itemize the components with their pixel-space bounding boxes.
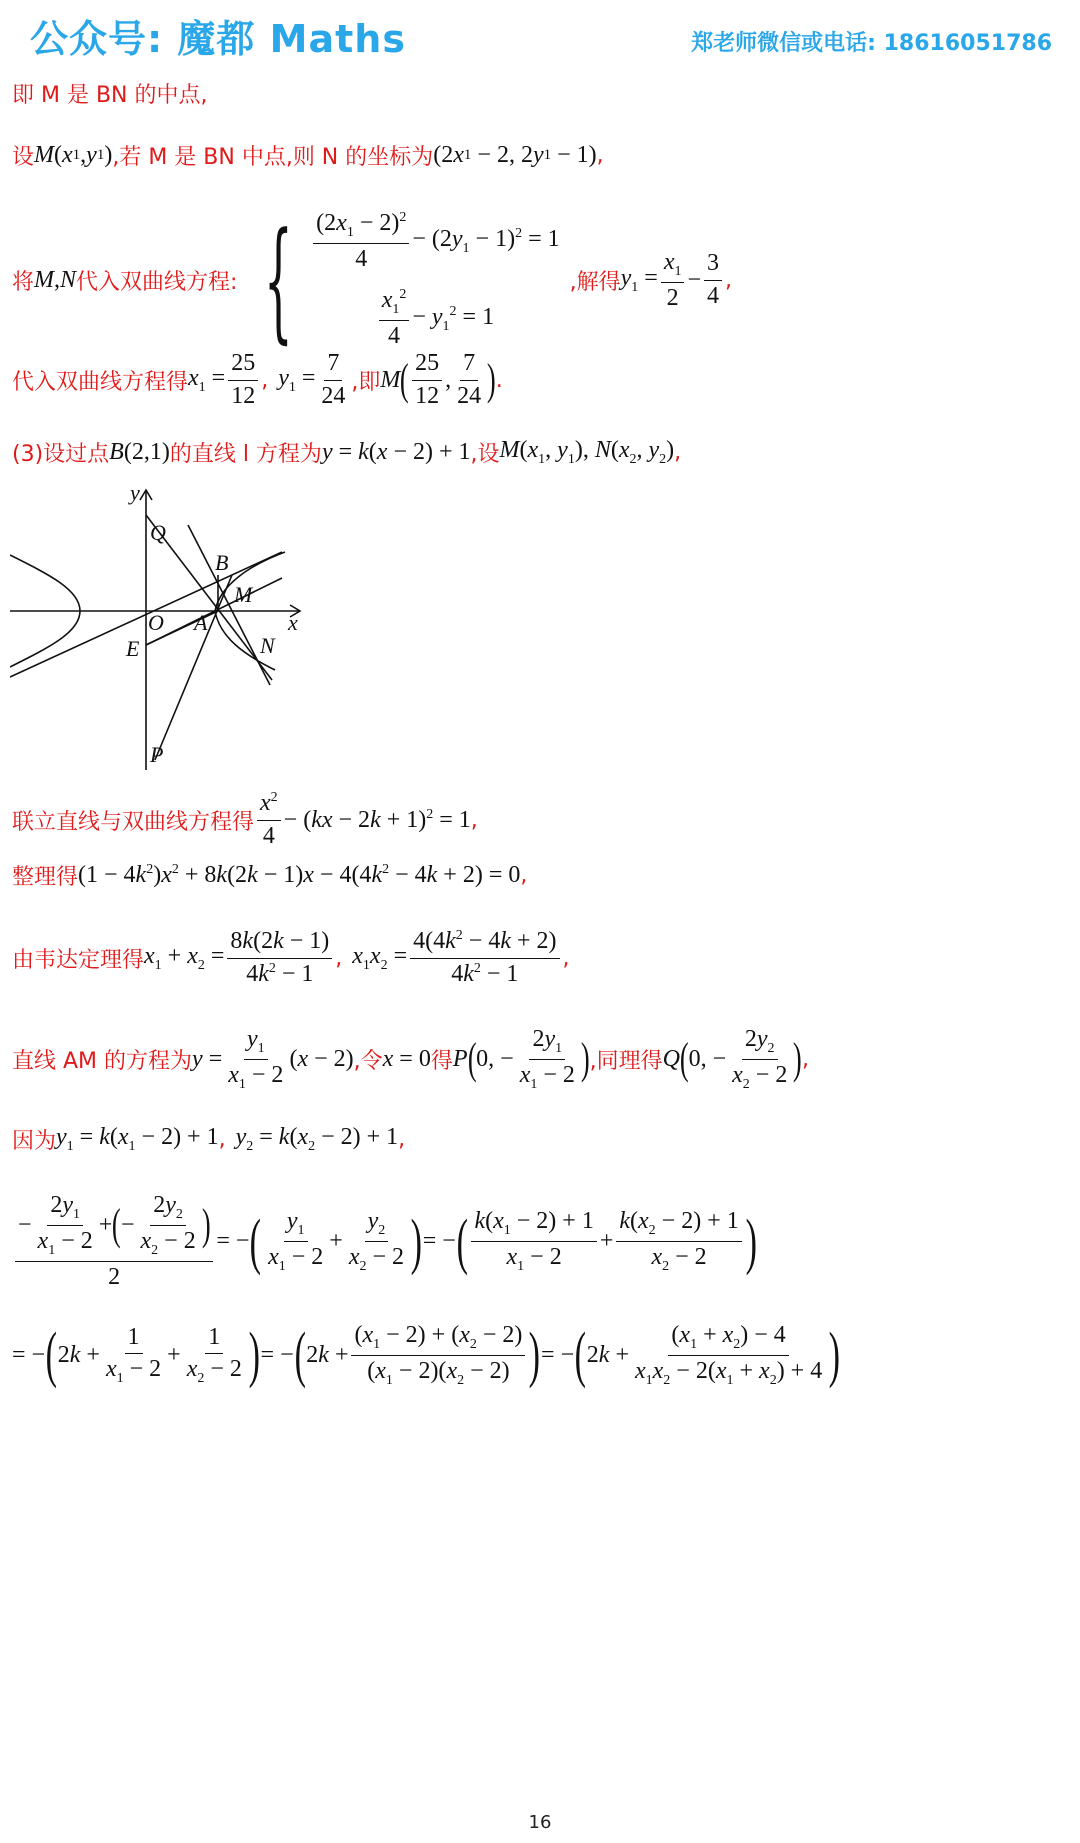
line-PB bbox=[155, 575, 232, 760]
text: , bbox=[470, 807, 478, 833]
fraction bbox=[227, 928, 332, 988]
numerator: 8k(2k − 1) bbox=[227, 928, 332, 959]
math: M bbox=[380, 366, 401, 393]
line-10 bbox=[12, 1124, 405, 1155]
line-7 bbox=[12, 860, 527, 891]
math: − $(2y_1 - 1)^2 = 1$ bbox=[412, 226, 560, 257]
math: = − bbox=[216, 1228, 250, 1255]
math: ) bbox=[793, 1034, 803, 1084]
line-12 bbox=[12, 1322, 841, 1389]
math: ) bbox=[248, 1321, 260, 1390]
brace: { bbox=[264, 204, 294, 357]
math: P bbox=[452, 1045, 468, 1072]
text: 得 bbox=[430, 1048, 453, 1074]
equation bbox=[310, 210, 559, 273]
fraction bbox=[517, 1026, 578, 1093]
math: ( bbox=[400, 355, 410, 405]
line-2 bbox=[12, 140, 604, 171]
text: 将 bbox=[12, 269, 35, 295]
math: x = 0 bbox=[382, 1045, 431, 1072]
label-y: y bbox=[130, 480, 140, 505]
math: 1 bbox=[96, 147, 105, 163]
text: 即 M 是 BN 的中点, bbox=[12, 83, 208, 108]
fraction bbox=[471, 1208, 596, 1275]
numerator: 7 bbox=[324, 350, 342, 381]
math: ) bbox=[745, 1207, 757, 1276]
text: 直线 AM 的方程为 bbox=[12, 1048, 193, 1074]
denominator: 2 bbox=[108, 1263, 121, 1290]
numerator: 1 bbox=[125, 1324, 143, 1355]
math: = − bbox=[260, 1341, 294, 1368]
math: ) bbox=[580, 1034, 590, 1084]
math: ( bbox=[456, 1207, 468, 1276]
math: − bbox=[18, 1211, 32, 1238]
system-body bbox=[310, 210, 559, 351]
text: , bbox=[261, 367, 269, 393]
denominator: $x_2 - 2$ bbox=[140, 1227, 196, 1258]
fraction bbox=[138, 1192, 199, 1259]
math: + bbox=[599, 1228, 614, 1255]
text: ,同理得 bbox=[589, 1048, 663, 1074]
text: , bbox=[725, 267, 733, 293]
math: ( bbox=[250, 1207, 262, 1276]
math: y = bbox=[192, 1045, 223, 1072]
line-8 bbox=[12, 928, 570, 988]
text: , bbox=[520, 863, 528, 888]
denominator: 4 bbox=[355, 245, 368, 272]
denominator: $x_1 - 2$ bbox=[228, 1061, 284, 1092]
math: + bbox=[329, 1228, 343, 1255]
denominator: 4 bbox=[707, 282, 720, 309]
math: ( bbox=[54, 142, 63, 168]
numerator bbox=[15, 1192, 213, 1262]
math: = − bbox=[12, 1341, 46, 1368]
numerator: 25 bbox=[412, 350, 442, 381]
math: $y_1$ = bbox=[278, 364, 316, 395]
math: 1 bbox=[72, 147, 81, 163]
math: ) bbox=[201, 1200, 211, 1250]
line-1 bbox=[12, 78, 208, 109]
text: , bbox=[335, 945, 343, 971]
equation-system bbox=[247, 204, 560, 357]
numerator: $x_1^2$ bbox=[379, 287, 410, 321]
line-3 bbox=[12, 204, 733, 357]
denominator: $x_2 - 2$ bbox=[348, 1244, 405, 1274]
denominator: 24 bbox=[457, 382, 482, 409]
fraction bbox=[184, 1324, 245, 1387]
fraction bbox=[729, 1026, 790, 1093]
label-E: E bbox=[126, 636, 140, 661]
fraction bbox=[228, 350, 258, 410]
denominator: 12 bbox=[231, 382, 256, 409]
math: ( bbox=[45, 1321, 58, 1390]
denominator: 24 bbox=[321, 382, 346, 409]
math: + bbox=[98, 1211, 113, 1238]
denominator: $4k^2 - 1$ bbox=[246, 960, 314, 987]
math: y = k(x − 2) + 1 bbox=[321, 439, 471, 465]
label-N: N bbox=[260, 633, 275, 658]
text: 由韦达定理得 bbox=[12, 947, 145, 973]
fraction bbox=[15, 1192, 213, 1291]
math: $x_1x_2$ = bbox=[352, 942, 408, 973]
math: ( bbox=[294, 1321, 306, 1390]
numerator: $y_1$ bbox=[284, 1208, 308, 1242]
denominator: $x_2 - 2$ bbox=[732, 1061, 788, 1092]
text: , bbox=[562, 945, 570, 971]
math: N bbox=[60, 266, 77, 293]
math: ( bbox=[574, 1321, 587, 1390]
denominator: $4k^2 - 1$ bbox=[451, 960, 519, 987]
text: 设 bbox=[12, 145, 35, 170]
text: 因为 bbox=[12, 1129, 57, 1154]
text: . bbox=[495, 367, 503, 393]
numerator: $k(x_1 - 2) + 1$ bbox=[471, 1208, 596, 1242]
math: (x − 2) bbox=[289, 1045, 354, 1072]
math: , bbox=[445, 366, 452, 393]
numerator: $2y_2$ bbox=[150, 1192, 186, 1226]
numerator: 25 bbox=[228, 350, 258, 381]
math: $y_1$ = bbox=[620, 265, 658, 295]
math: $M(x_1$, $y_1$), $N(x_2$, $y_2$) bbox=[499, 437, 675, 467]
fraction bbox=[35, 1192, 96, 1259]
denominator: $x_1 - 2$ bbox=[519, 1061, 575, 1092]
math: (2 bbox=[433, 142, 454, 168]
fraction bbox=[103, 1324, 164, 1387]
line-9 bbox=[12, 1026, 809, 1093]
text: 代入双曲线方程得 bbox=[12, 369, 189, 395]
numerator: $(2x_1 - 2)^2$ bbox=[313, 210, 409, 244]
math: ) bbox=[828, 1321, 841, 1390]
math: 0, − bbox=[688, 1045, 727, 1072]
math: − (kx − 2k + 1)$^2$ = 1 bbox=[283, 806, 471, 833]
fraction bbox=[661, 249, 685, 312]
math: M bbox=[34, 266, 55, 293]
math: ) bbox=[529, 1321, 541, 1390]
fraction bbox=[318, 350, 348, 410]
text: , bbox=[801, 1046, 809, 1072]
numerator: $x_1$ bbox=[661, 249, 685, 283]
fraction bbox=[632, 1322, 825, 1389]
label-A: A bbox=[194, 610, 208, 635]
label-Q: Q bbox=[150, 520, 166, 545]
numerator: 1 bbox=[205, 1324, 223, 1355]
text: , bbox=[398, 1127, 406, 1152]
math: $x_1 + x_2$ = bbox=[144, 942, 225, 973]
fraction bbox=[225, 1026, 286, 1093]
fraction bbox=[379, 287, 410, 350]
denominator: $x_1 - 2$ bbox=[268, 1244, 324, 1274]
line-6 bbox=[12, 790, 478, 850]
math: ( bbox=[112, 1200, 122, 1250]
page-number: 16 bbox=[528, 1812, 552, 1833]
math: x bbox=[453, 142, 464, 168]
fraction bbox=[410, 928, 559, 988]
label-x: x bbox=[288, 610, 298, 635]
math: = − bbox=[422, 1228, 456, 1255]
fraction bbox=[704, 250, 722, 310]
math: ) bbox=[104, 142, 113, 168]
math: B(2,1) bbox=[109, 439, 170, 465]
fraction bbox=[351, 1322, 525, 1389]
math: $x_1$ = bbox=[188, 364, 226, 395]
math: 1 bbox=[543, 147, 552, 163]
equation bbox=[310, 287, 559, 350]
hyperbola-figure bbox=[10, 480, 330, 780]
math: − bbox=[687, 266, 702, 293]
math: y bbox=[532, 142, 544, 168]
math: + bbox=[167, 1341, 181, 1368]
math: ) bbox=[487, 355, 496, 405]
text: 的直线 l 方程为 bbox=[169, 442, 322, 467]
denominator: $(x_1 - 2)(x_2 - 2)$ bbox=[367, 1357, 510, 1388]
math: − $y_1^2 = 1$ bbox=[412, 303, 495, 334]
label-P: P bbox=[150, 742, 164, 767]
numerator: $x^2$ bbox=[257, 790, 281, 821]
fraction bbox=[346, 1208, 407, 1275]
text: ,若 M 是 BN 中点,则 N 的坐标为 bbox=[112, 145, 434, 170]
fraction bbox=[616, 1208, 741, 1275]
numerator: $(x_1 + x_2) - 4$ bbox=[668, 1322, 788, 1356]
text: 整理得 bbox=[12, 865, 79, 890]
fraction bbox=[412, 350, 442, 410]
denominator: 12 bbox=[415, 382, 440, 409]
math: Q bbox=[662, 1045, 680, 1072]
denominator: 2 bbox=[666, 284, 679, 311]
fraction bbox=[257, 790, 281, 850]
math: $(1 - 4k^2)x^2 + 8k(2k - 1)x - 4(4k^2 - 4k + 2) = 0$ bbox=[78, 862, 521, 888]
text: ,设 bbox=[470, 442, 500, 467]
numerator: $2y_1$ bbox=[47, 1192, 83, 1226]
math: y bbox=[86, 142, 97, 168]
denominator: $x_1 - 2$ bbox=[506, 1244, 562, 1274]
numerator: 7 bbox=[460, 350, 478, 381]
numerator: $2y_2$ bbox=[742, 1026, 778, 1060]
math: M bbox=[34, 142, 55, 168]
text: 联立直线与双曲线方程得 bbox=[12, 809, 255, 835]
denominator: $x_2 - 2$ bbox=[651, 1244, 707, 1274]
math: 2k + bbox=[586, 1341, 629, 1368]
denominator: 4 bbox=[262, 822, 275, 849]
fraction bbox=[265, 1208, 326, 1275]
header-brand: 公众号: 魔都 Maths bbox=[30, 17, 406, 61]
text: ,解得 bbox=[569, 269, 621, 295]
header-contact: 郑老师微信或电话: 18616051786 bbox=[691, 31, 1052, 56]
line-5 bbox=[12, 437, 681, 468]
math: − 1) bbox=[551, 142, 597, 168]
math: 1 bbox=[463, 147, 472, 163]
line-11 bbox=[12, 1192, 757, 1291]
text: , bbox=[218, 1127, 226, 1152]
math: − bbox=[120, 1211, 135, 1238]
fraction bbox=[313, 210, 409, 273]
denominator: 4 bbox=[388, 323, 401, 350]
text: 代入双曲线方程: bbox=[76, 269, 238, 295]
numerator: $y_1$ bbox=[244, 1026, 268, 1060]
text: ,即 bbox=[351, 369, 381, 395]
label-O: O bbox=[148, 610, 164, 635]
math: $y_1 = k(x_1 - 2) + 1$ bbox=[56, 1124, 219, 1154]
numerator: $y_2$ bbox=[365, 1208, 389, 1242]
math: 2k + bbox=[57, 1341, 100, 1368]
math: ( bbox=[679, 1034, 689, 1084]
numerator: $4(4k^2 - 4k + 2)$ bbox=[410, 928, 559, 959]
text: (3)设过点 bbox=[12, 442, 110, 467]
math: x bbox=[62, 142, 73, 168]
line-BN bbox=[188, 525, 270, 685]
math: $y_2 = k(x_2 - 2) + 1$ bbox=[235, 1124, 399, 1154]
denominator: $x_1 - 2$ bbox=[37, 1227, 93, 1258]
denominator: $x_1x_2 - 2(x_1 + x_2) + 4$ bbox=[634, 1357, 823, 1388]
math: , bbox=[54, 266, 61, 293]
denominator: $x_1 - 2$ bbox=[105, 1356, 162, 1387]
math: ( bbox=[467, 1034, 477, 1084]
math: 0, − bbox=[476, 1045, 514, 1072]
math: = − bbox=[541, 1341, 575, 1368]
math: , bbox=[80, 142, 87, 168]
label-M: M bbox=[234, 582, 253, 607]
text: , bbox=[674, 440, 682, 465]
text: ,令 bbox=[353, 1048, 383, 1074]
math: ) bbox=[410, 1207, 423, 1276]
numerator: 3 bbox=[704, 250, 722, 281]
label-B: B bbox=[215, 550, 229, 575]
numerator: $k(x_2 - 2) + 1$ bbox=[616, 1208, 741, 1242]
numerator: $2y_1$ bbox=[529, 1026, 565, 1060]
numerator: $(x_1 - 2) + (x_2 - 2)$ bbox=[351, 1322, 525, 1356]
text: , bbox=[596, 143, 604, 168]
math: 2k + bbox=[306, 1341, 349, 1368]
math: − 2, 2 bbox=[471, 142, 533, 168]
denominator: $x_2 - 2$ bbox=[186, 1356, 242, 1387]
line-4 bbox=[12, 350, 503, 410]
fraction bbox=[454, 350, 484, 410]
